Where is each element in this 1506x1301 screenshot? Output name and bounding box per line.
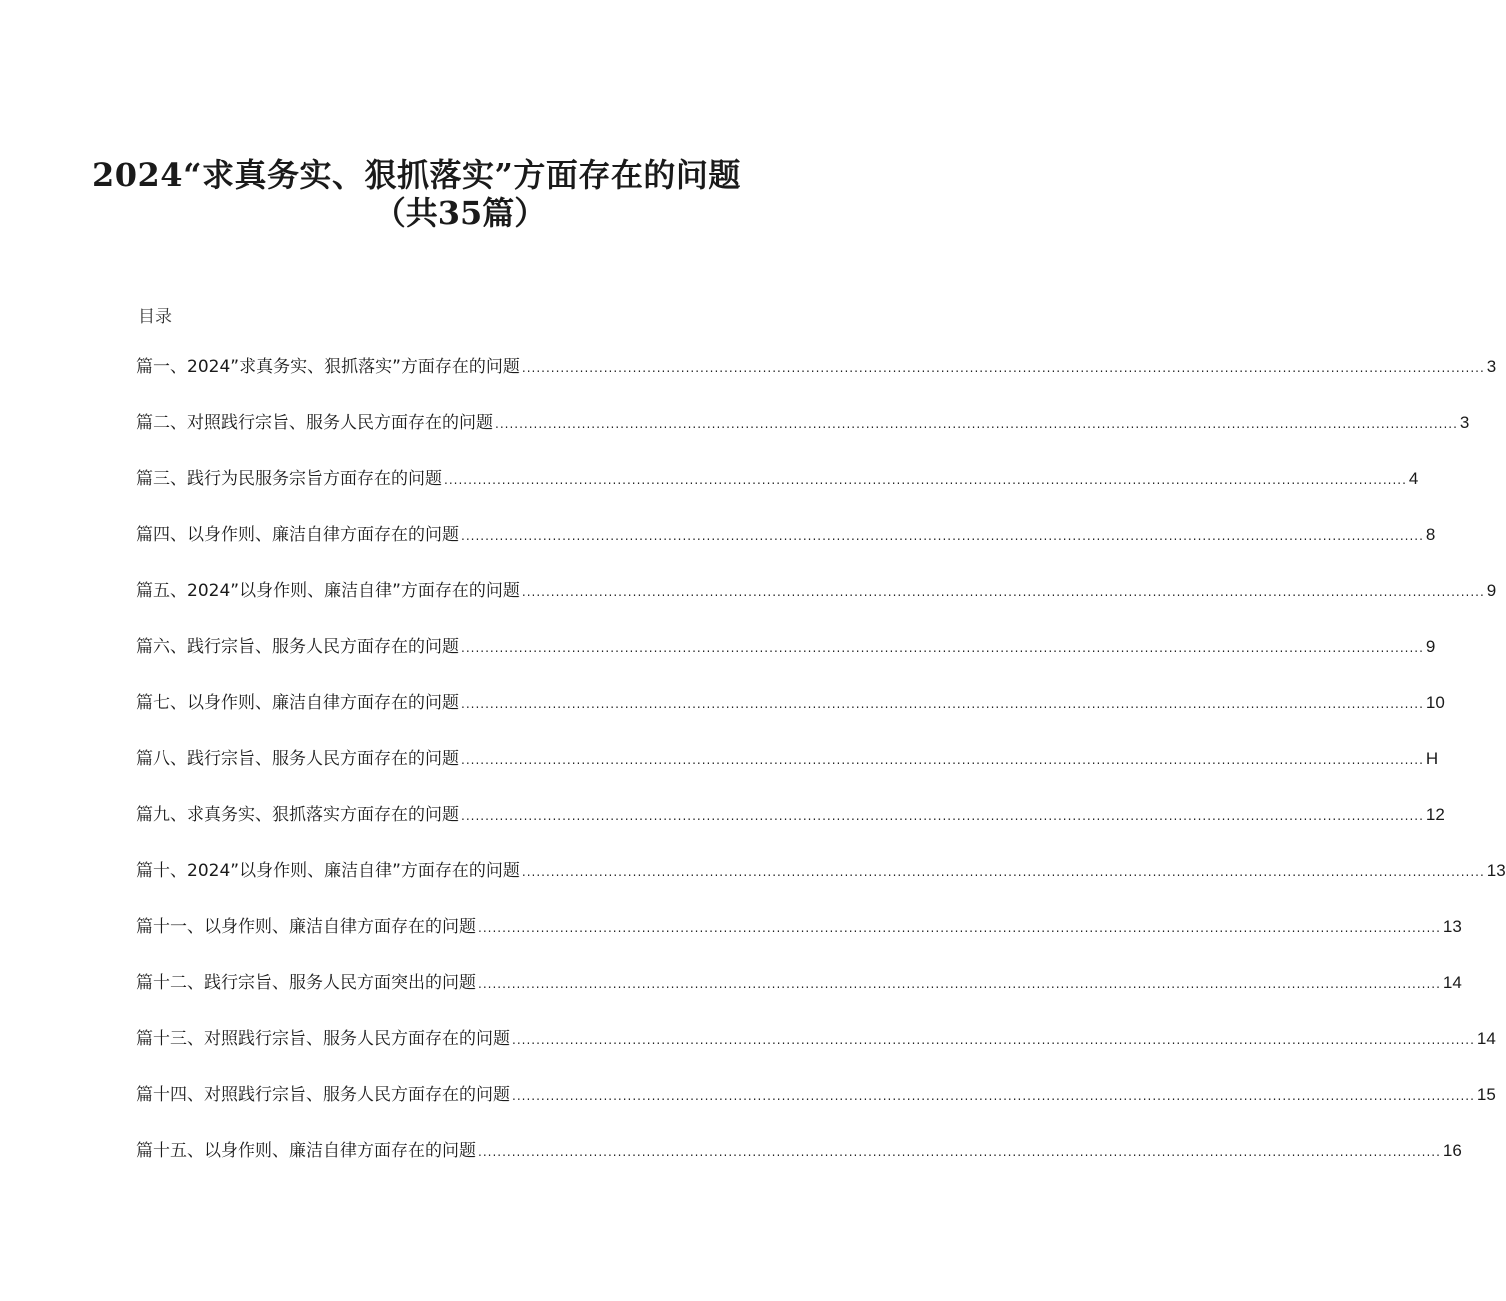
toc-entry-title: 篇十三、对照践行宗旨、服务人民方面存在的问题 <box>136 1029 510 1049</box>
toc-entry[interactable] <box>136 408 1470 464</box>
toc-entry-title: 篇七、以身作则、廉洁自律方面存在的问题 <box>136 693 459 713</box>
toc-dot-leader: ........................................................................................................................................................................................................ <box>521 585 1485 599</box>
toc-entry-page-number: 4 <box>1408 469 1419 488</box>
toc-entry-title: 篇二、对照践行宗旨、服务人民方面存在的问题 <box>136 413 493 433</box>
toc-dot-leader: ........................................................................................................................................................................................................ <box>512 1033 1475 1047</box>
toc-dot-leader: ........................................................................................................................................................................................................ <box>461 529 1424 543</box>
toc-dot-leader: ........................................................................................................................................................................................................ <box>512 1089 1475 1103</box>
toc-entry-title: 篇六、践行宗旨、服务人民方面存在的问题 <box>136 637 459 657</box>
toc-entry-page-number: 9 <box>1425 637 1436 656</box>
toc-dot-leader: ........................................................................................................................................................................................................ <box>495 417 1458 431</box>
toc-entry-title: 篇十二、践行宗旨、服务人民方面突出的问题 <box>136 973 476 993</box>
toc-dot-leader: ........................................................................................................................................................................................................ <box>478 977 1441 991</box>
toc-entry-page-number: 8 <box>1425 525 1436 544</box>
toc-entry-page-number: H <box>1425 749 1439 768</box>
toc-entry[interactable] <box>136 912 1462 968</box>
toc-dot-leader: ........................................................................................................................................................................................................ <box>461 697 1424 711</box>
toc-entry-title: 篇四、以身作则、廉洁自律方面存在的问题 <box>136 525 459 545</box>
toc-dot-leader: ........................................................................................................................................................................................................ <box>478 921 1441 935</box>
toc-entry-page-number: 10 <box>1425 693 1445 712</box>
toc-entry-page-number: 14 <box>1476 1029 1496 1048</box>
toc-entry[interactable] <box>136 1136 1462 1192</box>
toc-dot-leader: ........................................................................................................................................................................................................ <box>521 361 1485 375</box>
toc-entry-page-number: 12 <box>1425 805 1445 824</box>
toc-dot-leader: ........................................................................................................................................................................................................ <box>521 865 1485 879</box>
toc-entry-title: 篇十、2024”以身作则、廉洁自律”方面存在的问题 <box>136 861 520 881</box>
toc-entry-page-number: 3 <box>1459 413 1470 432</box>
toc-entry-page-number: 16 <box>1442 1141 1462 1160</box>
table-of-contents <box>136 352 1506 1192</box>
toc-entry[interactable] <box>136 352 1497 408</box>
document-title: 2024“求真务实、狠抓落实”方面存在的问题 <box>92 156 741 194</box>
toc-entry-title: 篇三、践行为民服务宗旨方面存在的问题 <box>136 469 442 489</box>
toc-entry-title: 篇八、践行宗旨、服务人民方面存在的问题 <box>136 749 459 769</box>
toc-entry-page-number: 9 <box>1486 581 1497 600</box>
toc-entry[interactable] <box>136 632 1436 688</box>
toc-entry-title: 篇十五、以身作则、廉洁自律方面存在的问题 <box>136 1141 476 1161</box>
toc-entry[interactable] <box>136 464 1419 520</box>
toc-entry-title: 篇五、2024”以身作则、廉洁自律”方面存在的问题 <box>136 581 520 601</box>
toc-entry[interactable] <box>136 800 1445 856</box>
toc-entry[interactable] <box>136 856 1506 912</box>
toc-entry[interactable] <box>136 576 1497 632</box>
document-subtitle: （共35篇） <box>373 194 547 232</box>
toc-entry-page-number: 13 <box>1442 917 1462 936</box>
toc-entry-page-number: 13 <box>1486 861 1506 880</box>
toc-entry[interactable] <box>136 688 1445 744</box>
toc-entry-page-number: 14 <box>1442 973 1462 992</box>
toc-entry-title: 篇十四、对照践行宗旨、服务人民方面存在的问题 <box>136 1085 510 1105</box>
toc-entry-page-number: 15 <box>1476 1085 1496 1104</box>
toc-entry-title: 篇十一、以身作则、廉洁自律方面存在的问题 <box>136 917 476 937</box>
toc-dot-leader: ........................................................................................................................................................................................................ <box>461 641 1424 655</box>
toc-heading: 目录 <box>138 307 172 327</box>
toc-entry-title: 篇一、2024”求真务实、狠抓落实”方面存在的问题 <box>136 357 520 377</box>
toc-dot-leader: ........................................................................................................................................................................................................ <box>461 753 1424 767</box>
toc-entry[interactable] <box>136 1080 1496 1136</box>
toc-entry[interactable] <box>136 520 1436 576</box>
toc-dot-leader: ........................................................................................................................................................................................................ <box>478 1145 1441 1159</box>
toc-dot-leader: ........................................................................................................................................................................................................ <box>461 809 1424 823</box>
toc-dot-leader: ........................................................................................................................................................................................................ <box>444 473 1407 487</box>
toc-entry[interactable] <box>136 1024 1496 1080</box>
toc-entry-page-number: 3 <box>1486 357 1497 376</box>
toc-entry[interactable] <box>136 744 1439 800</box>
toc-entry[interactable] <box>136 968 1462 1024</box>
toc-entry-title: 篇九、求真务实、狠抓落实方面存在的问题 <box>136 805 459 825</box>
